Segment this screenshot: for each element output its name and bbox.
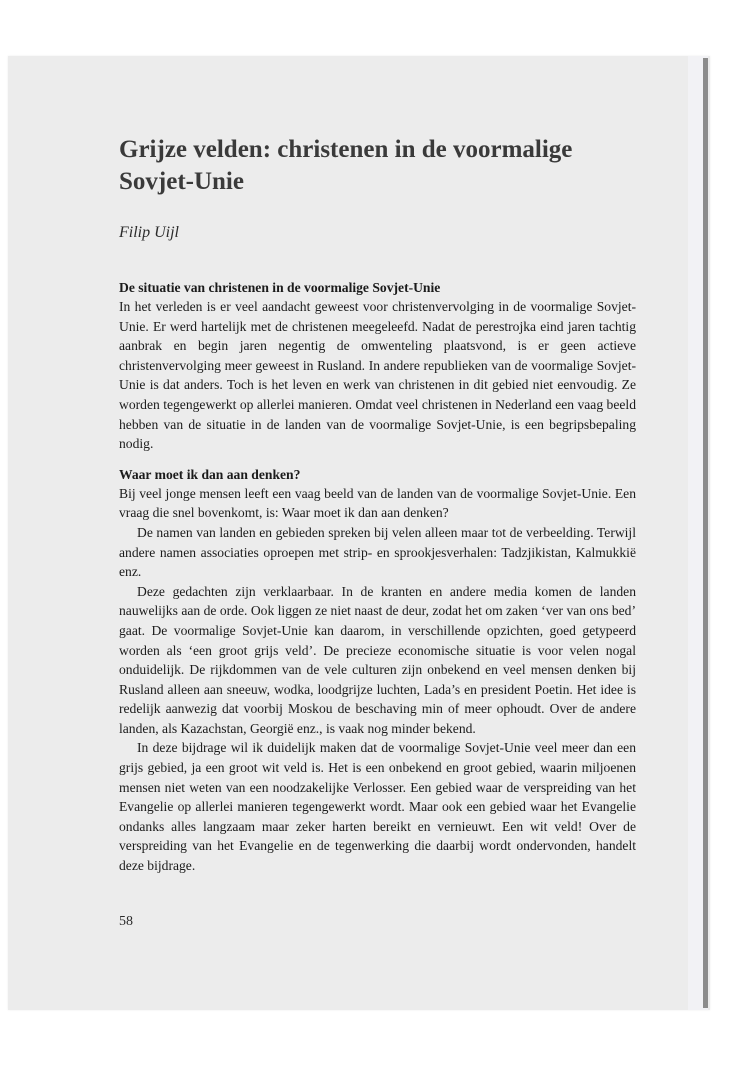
- section-heading: De situatie van christenen in de voormalige Sovjet-Unie: [119, 280, 441, 295]
- page-content: [119, 134, 636, 876]
- section-heading: Waar moet ik dan aan denken?: [119, 466, 301, 482]
- article-title: Grijze velden: christenen in de voormalige Sovjet-Unie: [119, 136, 573, 195]
- page-number: 58: [119, 914, 133, 929]
- article-author: Filip Uijl: [119, 224, 179, 241]
- paragraph: Bij veel jonge mensen leeft een vaag beeld van de landen van de voormalige Sovjet-Unie. Een vraag die snel bovenkomt, is: Waar moet ik dan aan denken?: [119, 485, 636, 521]
- book-spine: [703, 58, 708, 1008]
- paragraph: In deze bijdrage wil ik duidelijk maken dat de voormalige Sovjet-Unie veel meer dan een grijs gebied, ja een groot wit veld is. Het is een onbekend en groot gebied, waarin miljoenen mensen niet weten van een noodzakelijke Verlosser. Een gebied waar de verspreiding van het Evangelie op allerlei manieren tegengewerkt wordt. Maar ook een gebied waar het Evangelie ondanks alles langzaam maar zeker harten bereikt en vernieuwt. Een wit veld! Over de verspreiding van het Evangelie en de tegenwerking die daarbij wordt ondervonden, handelt deze bijdrage.: [119, 740, 636, 874]
- paragraph: Deze gedachten zijn verklaarbaar. In de kranten en andere media komen de landen nauwelijks aan de orde. Ook liggen ze niet naast de deur, zodat het om zaken ‘ver van ons bed’ gaat. De voormalige Sovjet-Unie kan daarom, in verschillende opzichten, goed getypeerd worden als ‘een groot grijs veld’. De precieze economische situatie is voor velen nogal onduidelijk. De rijkdommen van de vele culturen zijn onbekend en veel mensen denken bij Rusland alleen aan sneeuw, wodka, loodgrijze luchten, Lada’s en president Poetin. Het idee is redelijk aanwezig dat voorbij Moskou de beschaving min of meer ophoudt. Over de andere landen, als Kazachstan, Georgië enz., is vaak nog minder bekend.: [119, 583, 636, 736]
- paragraph: In het verleden is er veel aandacht geweest voor christenvervolging in de voormalige Sovjet-Unie. Er werd hartelijk met de christenen meegeleefd. Nadat de perestrojka eind jaren tachtig aanbrak en begin jaren negentig de omwenteling plaatsvond, is er geen actieve christenvervolging meer geweest in Rusland. In andere republieken van de voormalige Sovjet-Unie is dat anders. Toch is het leven en werk van christenen in dit gebied niet eenvoudig. Ze worden tegengewerkt op allerlei manieren. Omdat veel christenen in Nederland een vaag beeld hebben van de situatie in de landen van de voormalige Sovjet-Unie, is een begripsbepaling nodig.: [119, 299, 636, 452]
- paragraph: De namen van landen en gebieden spreken bij velen alleen maar tot de verbeelding. Terwijl andere namen associaties oproepen met strip- en sprookjesverhalen: Tadzjikistan, Kalmukkië enz.: [119, 524, 636, 580]
